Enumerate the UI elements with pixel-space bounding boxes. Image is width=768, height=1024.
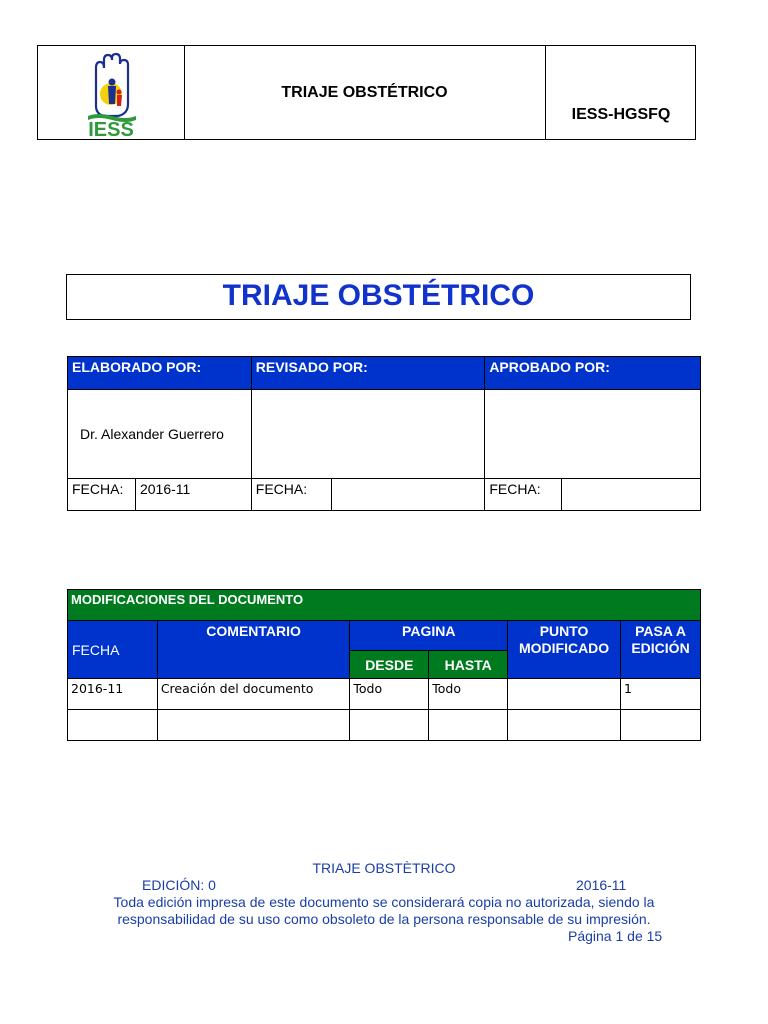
header-revisado: REVISADO POR: — [251, 357, 485, 390]
table-row — [68, 679, 701, 710]
header-code: IESS-HGSFQ — [571, 106, 671, 123]
row-fecha: 2016-11 — [68, 679, 158, 710]
row-pasa: 1 — [621, 679, 701, 710]
row-desde — [350, 710, 429, 741]
footer-disclaimer-line1: Toda edición impresa de este documento se considerará copia no autorizada, siendo la — [113, 894, 655, 910]
header-title: TRIAJE OBSTÉTRICO — [184, 46, 546, 139]
document-header — [37, 45, 696, 140]
col-pasa-edicion: PASA A EDICIÓN — [621, 621, 701, 679]
fecha-label: FECHA: — [68, 479, 136, 511]
row-hasta — [429, 710, 508, 741]
approved-by-cell — [485, 390, 701, 479]
iess-logo-icon — [38, 46, 184, 139]
fecha-value-empty — [331, 479, 485, 511]
logo-cell — [38, 46, 185, 139]
footer-edicion: EDICIÓN: 0 — [142, 877, 216, 893]
row-punto — [508, 679, 621, 710]
row-comentario — [157, 710, 350, 741]
row-comentario: Creación del documento — [157, 679, 350, 710]
header-elaborado: ELABORADO POR: — [68, 357, 252, 390]
footer-title: TRIAJE OBSTÈTRICO — [312, 860, 456, 876]
fecha-value: 2016-11 — [135, 479, 251, 511]
row-hasta: Todo — [429, 679, 508, 710]
footer-date: 2016-11 — [576, 877, 627, 893]
revised-by-cell — [251, 390, 485, 479]
row-pasa — [621, 710, 701, 741]
approval-table — [67, 356, 701, 511]
col-fecha: FECHA — [68, 621, 158, 679]
row-punto — [508, 710, 621, 741]
fecha-label: FECHA: — [251, 479, 331, 511]
header-aprobado: APROBADO POR: — [485, 357, 701, 390]
page-title: TRIAJE OBSTÉTRICO — [66, 274, 691, 320]
row-desde: Todo — [350, 679, 429, 710]
col-hasta: HASTA — [429, 651, 508, 679]
footer-page-number: Página 1 de 15 — [568, 928, 663, 944]
fecha-value-empty — [562, 479, 701, 511]
fecha-label: FECHA: — [485, 479, 562, 511]
col-pagina: PAGINA — [350, 621, 508, 651]
elaborated-by: Dr. Alexander Guerrero — [68, 390, 252, 479]
modifications-table — [67, 589, 701, 741]
logo-text: IESS — [88, 119, 134, 139]
row-fecha — [68, 710, 158, 741]
footer-disclaimer-line2: responsabilidad de su uso como obsoleto de la persona responsable de su impresión. — [117, 911, 651, 927]
col-desde: DESDE — [350, 651, 429, 679]
col-comentario: COMENTARIO — [157, 621, 350, 679]
col-punto-modificado: PUNTO MODIFICADO — [508, 621, 621, 679]
modifications-title: MODIFICACIONES DEL DOCUMENTO — [68, 590, 701, 621]
table-row — [68, 710, 701, 741]
